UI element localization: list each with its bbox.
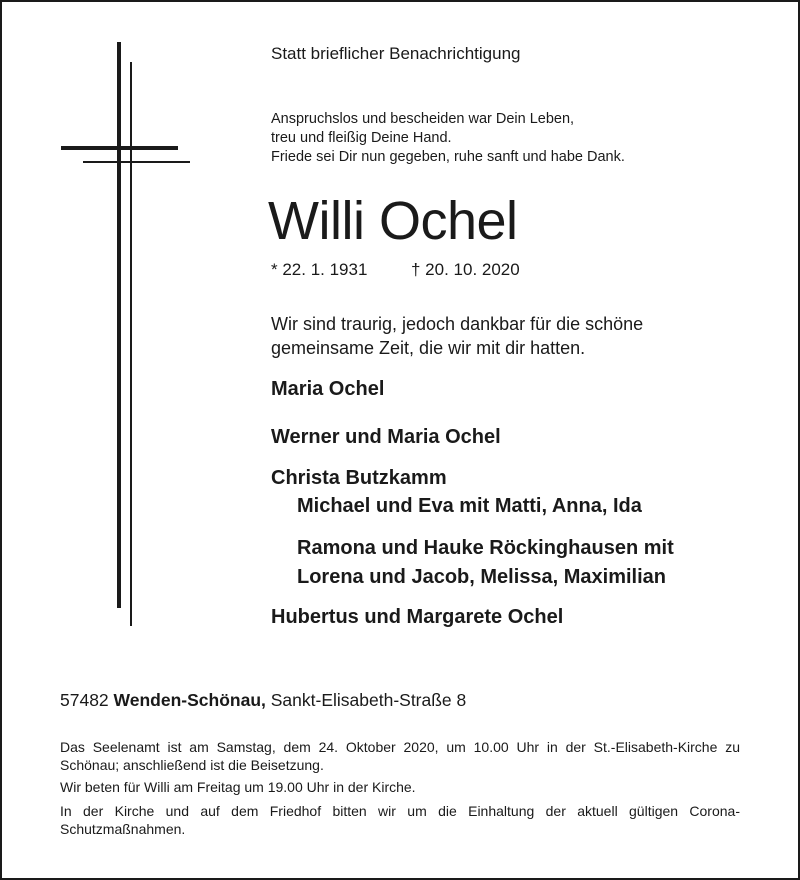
family-member: Christa Butzkamm: [271, 467, 447, 489]
thanks-text: [271, 312, 643, 360]
death-date: † 20. 10. 2020: [411, 260, 520, 279]
verse-line-1: Anspruchslos und bescheiden war Dein Leben,: [271, 111, 575, 127]
address-street: Sankt-Elisabeth-Straße 8: [270, 690, 467, 710]
family-member: Ramona und Hauke Röckinghausen mit: [297, 537, 674, 559]
cross-vertical-bar: [117, 42, 121, 608]
family-member: Hubertus und Margarete Ochel: [271, 606, 564, 628]
service-notice: Das Seelenamt ist am Samstag, dem 24. Oktober 2020, um 10.00 Uhr in der St.-Elisabeth-Kirche zu Schönau; anschließend ist die Beisetzung.: [60, 739, 740, 773]
family-member: Lorena und Jacob, Melissa, Maximilian: [297, 566, 666, 588]
address-town: Wenden-Schönau,: [113, 690, 266, 710]
address: [60, 690, 466, 711]
deceased-name: Willi Ochel: [268, 191, 518, 251]
thanks-line-1: Wir sind traurig, jedoch dankbar für die schöne: [271, 314, 644, 334]
corona-notice: In der Kirche und auf dem Friedhof bitten wir um die Einhaltung der aktuell gültigen Corona-Schutzmaßnahmen.: [60, 803, 740, 837]
thanks-line-2: gemeinsame Zeit, die wir mit dir hatten.: [271, 338, 586, 358]
family-member: Michael und Eva mit Matti, Anna, Ida: [297, 495, 642, 517]
cross-horizontal-line: [83, 161, 190, 163]
family-member: Maria Ochel: [271, 378, 385, 400]
intro-text: Statt brieflicher Benachrichtigung: [271, 44, 521, 63]
cross-horizontal-bar: [61, 146, 178, 150]
birth-date: * 22. 1. 1931: [271, 260, 368, 279]
address-zip: 57482: [60, 690, 109, 710]
verse-line-2: treu und fleißig Deine Hand.: [271, 130, 452, 146]
verse: [271, 110, 625, 167]
family-member: Werner und Maria Ochel: [271, 426, 501, 448]
prayer-notice: Wir beten für Willi am Freitag um 19.00 Uhr in der Kirche.: [60, 779, 416, 795]
verse-line-3: Friede sei Dir nun gegeben, ruhe sanft und habe Dank.: [271, 149, 625, 165]
